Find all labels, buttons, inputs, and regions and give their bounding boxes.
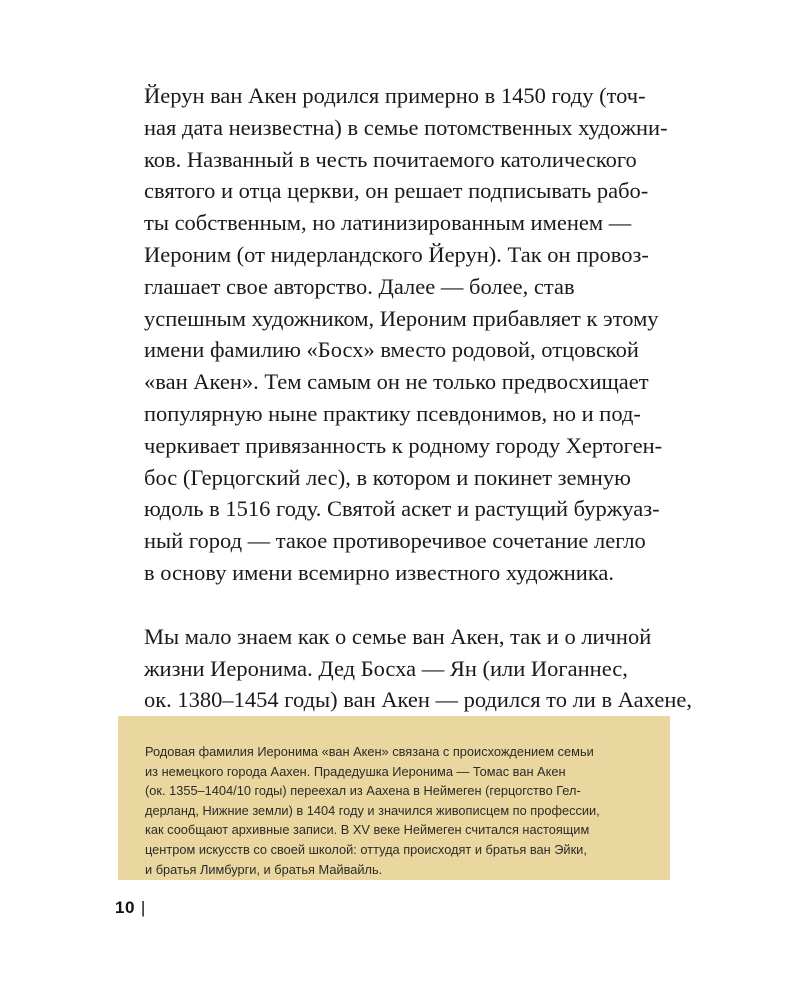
text-line: популярную ныне практику псевдонимов, но и под-: [144, 400, 641, 426]
text-line: ок. 1380–1454 годы) ван Акен — родился то ли в Аахене,: [144, 687, 692, 713]
note-line: из немецкого города Аахен. Прадедушка Иеронима — Томас ван Акен: [145, 763, 566, 779]
text-line: черкивает привязанность к родному городу Хертоген-: [144, 432, 663, 458]
text-line: «ван Акен». Тем самым он не только предвосхищает: [144, 369, 649, 395]
text-line: бос (Герцогский лес), в котором и покинет земную: [144, 464, 631, 490]
page-number-value: 10: [115, 898, 135, 917]
text-line: ков. Названный в честь почитаемого католического: [144, 146, 637, 172]
text-line: имени фамилию «Босх» вместо родовой, отцовской: [144, 337, 639, 363]
text-line: жизни Иеронима. Дед Босха — Ян (или Иоганнес,: [144, 655, 628, 681]
note-line: центром искусств со своей школой: оттуда происходят и братья ван Эйки,: [145, 841, 587, 857]
text-line: ная дата неизвестна) в семье потомственных художни-: [144, 114, 668, 140]
sidebar-note-box: [118, 716, 670, 880]
paragraph: [144, 80, 684, 589]
note-line: дерланд, Нижние земли) в 1404 году и значился живописцем по профессии,: [145, 802, 600, 818]
paragraph-spacer: [144, 589, 684, 621]
note-line: (ок. 1355–1404/10 годы) переехал из Аахена в Неймеген (герцогство Гел-: [145, 783, 581, 799]
text-line: ты собственным, но латинизированным именем —: [144, 210, 632, 236]
text-line: Йерун ван Акен родился примерно в 1450 году (точ-: [144, 83, 646, 108]
page-number-separator: |: [140, 898, 146, 917]
text-line: святого и отца церкви, он решает подписывать рабо-: [144, 178, 649, 204]
text-line: в основу имени всемирно известного художника.: [144, 559, 615, 585]
note-line: и братья Лимбурги, и братья Майвайль.: [145, 861, 383, 877]
text-line: успешным художником, Иероним прибавляет к этому: [144, 305, 659, 331]
paragraph: [144, 621, 692, 716]
main-body-text: [144, 80, 692, 716]
text-line: Мы мало знаем как о семье ван Акен, так и о личной: [144, 623, 652, 649]
text-line: глашает свое авторство. Далее — более, став: [144, 273, 575, 299]
note-line: как сообщают архивные записи. В XV веке Неймеген считался настоящим: [145, 822, 590, 838]
text-line: юдоль в 1516 году. Святой аскет и растущий буржуаз-: [144, 496, 660, 522]
page-number: [115, 898, 146, 918]
note-line: Родовая фамилия Иеронима «ван Акен» связана с происхождением семьи: [145, 744, 594, 759]
text-line: Иероним (от нидерландского Йерун). Так он провоз-: [144, 241, 649, 267]
text-line: ный город — такое противоречивое сочетание легло: [144, 528, 646, 554]
